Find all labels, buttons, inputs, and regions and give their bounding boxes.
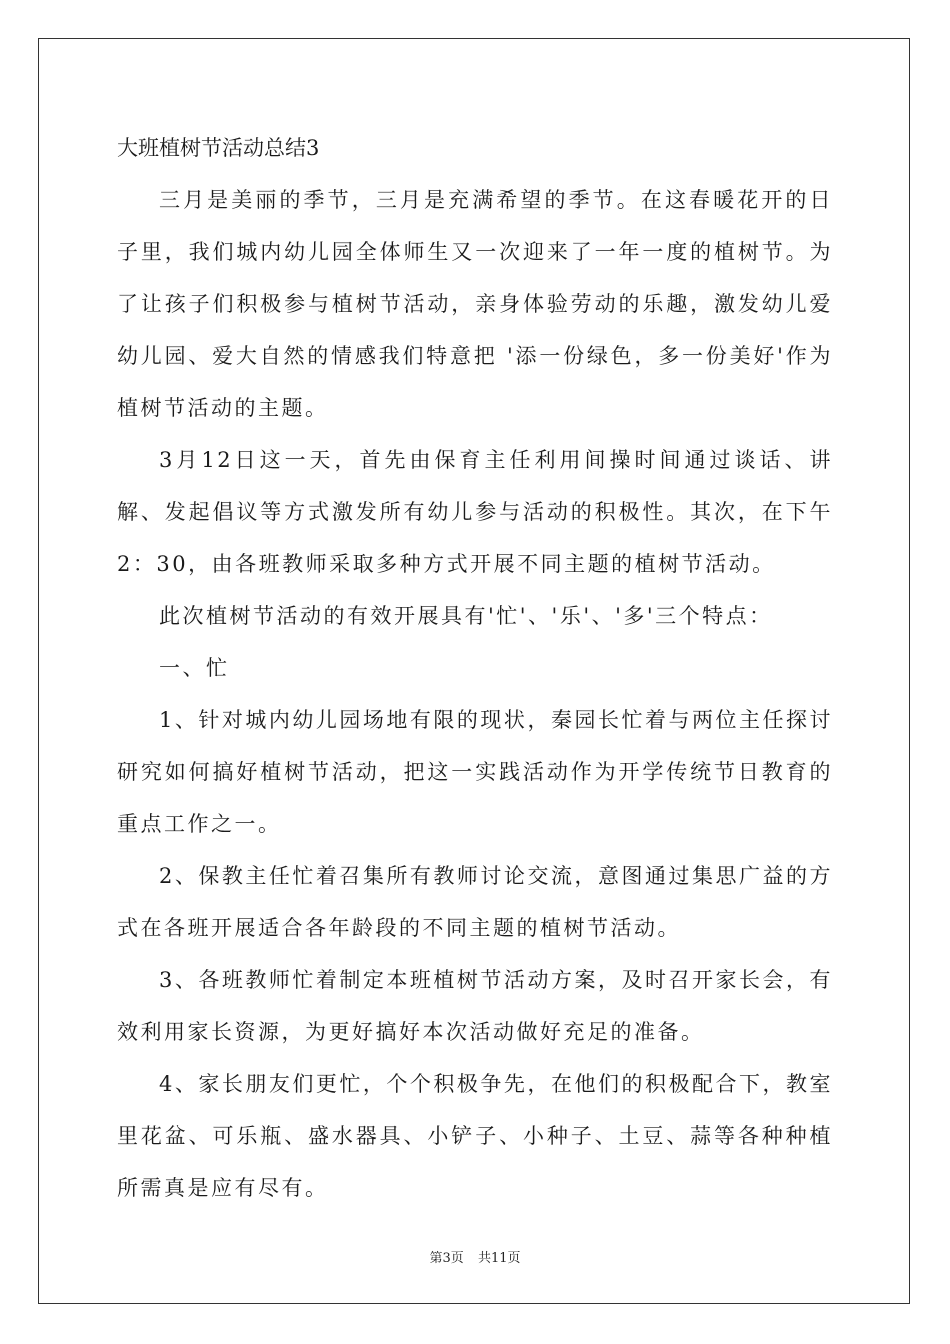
document-title: 大班植树节活动总结3 [117, 136, 320, 160]
paragraph: 2、保教主任忙着召集所有教师讨论交流，意图通过集思广益的方式在各班开展适合各年龄段的不同主题的植树节活动。 [117, 864, 833, 940]
page-number: 第3页 [429, 1251, 464, 1266]
paragraph: 3、各班教师忙着制定本班植树节活动方案，及时召开家长会，有效利用家长资源，为更好搞好本次活动做好充足的准备。 [117, 968, 833, 1044]
page-footer [0, 1247, 950, 1266]
section-heading: 一、忙 [159, 656, 230, 680]
document-body [117, 122, 833, 1214]
paragraph: 4、家长朋友们更忙，个个积极争先，在他们的积极配合下，教室里花盆、可乐瓶、盛水器具、小铲子、小种子、土豆、蒜等各种种植所需真是应有尽有。 [117, 1072, 833, 1200]
page-total: 共11页 [477, 1251, 521, 1266]
paragraph: 1、针对城内幼儿园场地有限的现状，秦园长忙着与两位主任探讨研究如何搞好植树节活动，把这一实践活动作为开学传统节日教育的重点工作之一。 [117, 708, 833, 836]
paragraph: 三月是美丽的季节，三月是充满希望的季节。在这春暖花开的日子里，我们城内幼儿园全体师生又一次迎来了一年一度的植树节。为了让孩子们积极参与植树节活动，亲身体验劳动的乐趣，激发幼儿爱幼儿园、爱大自然的情感我们特意把 '添一份绿色，多一份美好'作为植树节活动的主题。 [117, 188, 833, 420]
paragraph: 3月12日这一天，首先由保育主任利用间操时间通过谈话、讲解、发起倡议等方式激发所有幼儿参与活动的积极性。其次，在下午2：30，由各班教师采取多种方式开展不同主题的植树节活动。 [117, 448, 833, 576]
paragraph: 此次植树节活动的有效开展具有'忙'、'乐'、'多'三个特点： [159, 604, 773, 628]
